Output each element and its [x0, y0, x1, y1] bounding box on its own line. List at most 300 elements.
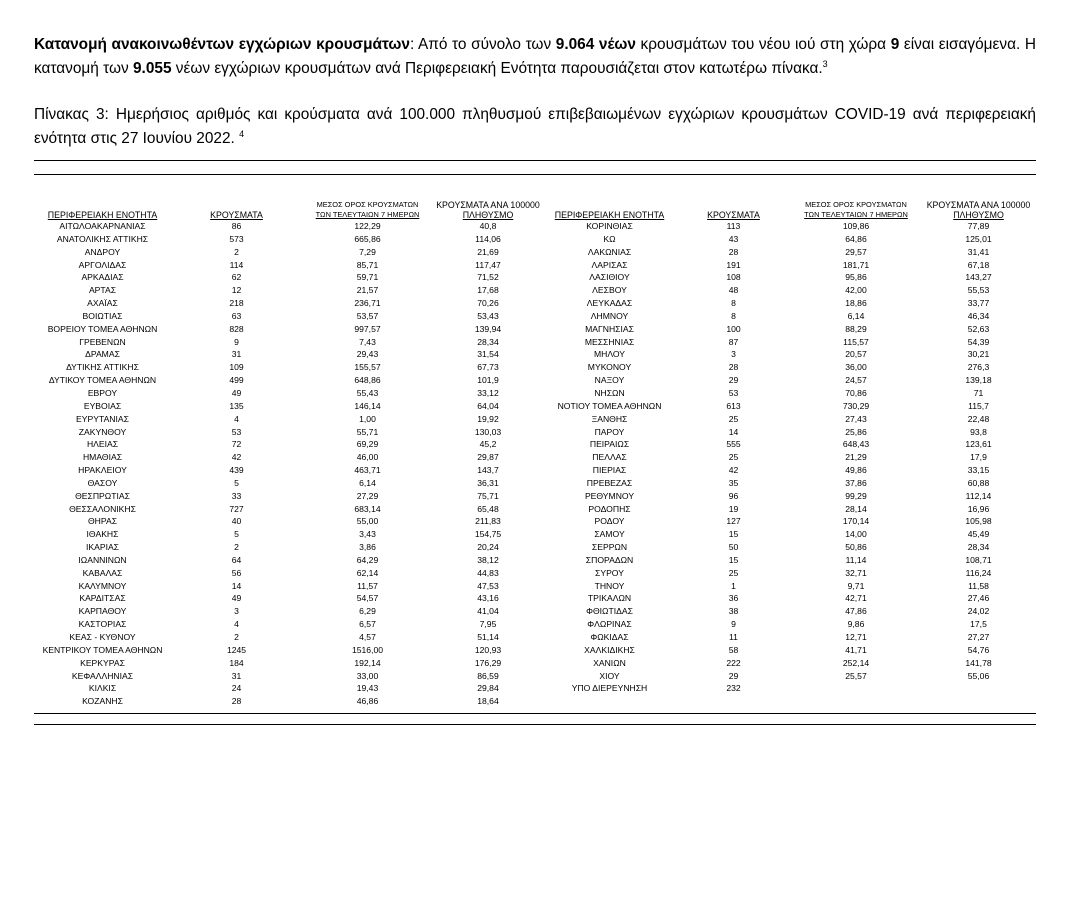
left-per100k-cell: 47,53 — [477, 580, 499, 591]
left-avg7-cell: 6,29 — [359, 606, 376, 617]
left-per100k-cell: 41,04 — [477, 606, 499, 617]
table-row — [34, 374, 1036, 387]
right-name-cell: ΜΗΛΟΥ — [593, 349, 626, 360]
right-cases-cell: 113 — [726, 221, 741, 231]
right-name-cell: ΧΙΟΥ — [599, 670, 620, 681]
header-avg-line2: ΤΩΝ ΤΕΛΕΥΤΑΙΩΝ 7 ΗΜΕΡΩΝ — [315, 210, 420, 219]
left-cases-cell: 4 — [234, 413, 239, 424]
table-row — [34, 644, 1036, 657]
left-avg7-cell: 155,57 — [354, 362, 381, 373]
right-avg7-cell: 24,57 — [845, 375, 867, 386]
left-per100k-cell: 29,87 — [477, 452, 499, 463]
right-per100k-cell: 30,21 — [967, 349, 990, 360]
header-per-line1: ΚΡΟΥΣΜΑΤΑ ΑΝΑ 100000 — [436, 200, 540, 210]
left-name-cell: ΔΥΤΙΚΗΣ ΑΤΤΙΚΗΣ — [66, 362, 139, 373]
table-row — [34, 490, 1036, 503]
right-name-cell: ΠΡΕΒΕΖΑΣ — [586, 477, 633, 488]
right-per100k-cell: 125,01 — [965, 233, 992, 244]
right-name-cell: ΦΘΙΩΤΙΔΑΣ — [586, 606, 633, 617]
right-cases-cell: 48 — [728, 285, 739, 296]
left-avg7-cell: 463,71 — [354, 465, 381, 476]
table-row — [34, 670, 1036, 683]
left-cases-cell: 727 — [229, 503, 244, 514]
left-avg7-cell: 54,57 — [356, 593, 379, 604]
left-name-cell: ΘΗΡΑΣ — [87, 516, 118, 527]
right-per100k-cell: 55,53 — [967, 285, 990, 296]
table-row — [34, 605, 1036, 618]
header-per-line2: ΠΛΗΘΥΣΜΟ — [462, 210, 514, 220]
right-cases-cell: 42 — [728, 465, 739, 476]
right-per100k-cell: 71 — [973, 387, 984, 398]
right-name-cell: ΠΕΙΡΑΙΩΣ — [589, 439, 630, 450]
right-per100k-cell: 105,98 — [965, 516, 992, 527]
table-body — [34, 220, 1036, 708]
right-cases-cell: 19 — [728, 503, 739, 514]
left-cases-cell: 2 — [234, 632, 239, 642]
left-avg7-cell: 64,29 — [356, 554, 379, 565]
intro-text-a: : Από το σύνολο των — [409, 36, 556, 53]
right-cases-cell: 3 — [731, 349, 736, 360]
right-avg7-cell: 42,71 — [845, 593, 867, 604]
left-per100k-cell: 45,2 — [479, 439, 497, 450]
table-bottom-rule-2 — [34, 724, 1036, 725]
right-avg7-cell: 18,86 — [845, 298, 867, 309]
left-name-cell: ΔΥΤΙΚΟΥ ΤΟΜΕΑ ΑΘΗΝΩΝ — [48, 375, 157, 386]
right-per100k-cell: 67,18 — [967, 259, 990, 270]
right-cases-cell: 232 — [726, 683, 741, 694]
left-name-cell: ΚΕΝΤΡΙΚΟΥ ΤΟΜΕΑ ΑΘΗΝΩΝ — [42, 644, 163, 655]
left-per100k-cell: 36,31 — [477, 477, 499, 488]
right-name-cell: ΣΑΜΟΥ — [594, 529, 625, 540]
right-per100k-cell: 16,96 — [967, 503, 990, 514]
left-name-cell: ΚΕΦΑΛΛΗΝΙΑΣ — [71, 670, 134, 681]
right-avg7-cell: 36,00 — [845, 362, 867, 373]
right-name-cell: ΥΠΟ ΔΙΕΡΕΥΝΗΣΗ — [571, 683, 648, 694]
left-avg7-cell: 7,43 — [359, 336, 376, 347]
header-avg-left — [302, 195, 433, 220]
right-per100k-cell: 54,76 — [967, 644, 990, 655]
right-cases-cell: 8 — [731, 298, 736, 309]
left-name-cell: ΑΝΔΡΟΥ — [84, 246, 121, 257]
right-per100k-cell: 27,27 — [967, 632, 990, 642]
right-per100k-cell: 33,77 — [967, 298, 990, 309]
right-name-cell: ΜΥΚΟΝΟΥ — [587, 362, 632, 373]
right-avg7-cell: 181,71 — [842, 259, 870, 270]
left-per100k-cell: 139,94 — [474, 323, 502, 334]
left-per100k-cell: 143,7 — [477, 465, 499, 476]
table-row — [34, 451, 1036, 464]
left-name-cell: ΚΕΡΚΥΡΑΣ — [80, 657, 125, 668]
right-avg7-cell: 47,86 — [845, 606, 867, 617]
left-cases-cell: 49 — [231, 387, 242, 398]
left-cases-cell: 218 — [229, 298, 244, 309]
left-name-cell: ΑΡΚΑΔΙΑΣ — [81, 272, 124, 283]
right-cases-cell: 14 — [728, 426, 739, 437]
left-cases-cell: 64 — [231, 554, 242, 565]
table-row — [34, 503, 1036, 516]
left-per100k-cell: 176,29 — [474, 657, 502, 668]
left-avg7-cell: 1516,00 — [351, 644, 384, 655]
table-row — [34, 631, 1036, 644]
left-name-cell: ΕΥΒΟΙΑΣ — [83, 400, 122, 411]
left-per100k-cell: 67,73 — [477, 362, 499, 373]
right-cases-cell: 36 — [728, 593, 739, 604]
header-avg-line2: ΤΩΝ ΤΕΛΕΥΤΑΙΩΝ 7 ΗΜΕΡΩΝ — [804, 210, 908, 219]
left-avg7-cell: 683,14 — [354, 503, 381, 514]
table-row — [34, 554, 1036, 567]
left-cases-cell: 56 — [231, 567, 242, 578]
header-per-line1: ΚΡΟΥΣΜΑΤΑ ΑΝΑ 100000 — [926, 200, 1031, 210]
left-cases-cell: 40 — [231, 516, 242, 527]
right-per100k-cell — [921, 682, 1036, 695]
left-avg7-cell: 192,14 — [354, 657, 381, 668]
right-cases-cell: 8 — [731, 310, 736, 321]
right-cases-cell: 25 — [728, 567, 739, 578]
table-row — [34, 220, 1036, 233]
left-per100k-cell: 44,83 — [477, 567, 499, 578]
left-cases-cell: 3 — [234, 606, 239, 617]
left-per100k-cell: 154,75 — [474, 529, 502, 540]
left-avg7-cell: 29,43 — [356, 349, 379, 360]
right-avg7-cell: 648,43 — [842, 439, 870, 450]
left-avg7-cell: 146,14 — [354, 400, 381, 411]
left-cases-cell: 62 — [231, 272, 242, 283]
right-name-cell: ΛΑΣΙΘΙΟΥ — [589, 272, 630, 283]
right-per100k-cell: 22,48 — [967, 413, 990, 424]
regional-cases-table — [34, 195, 1036, 708]
left-avg7-cell: 55,43 — [356, 387, 379, 398]
left-name-cell: ΚΑΛΥΜΝΟΥ — [78, 580, 127, 591]
left-name-cell: ΙΘΑΚΗΣ — [86, 529, 119, 540]
right-cases-cell: 53 — [728, 387, 739, 398]
caption-footnote: 4 — [239, 129, 245, 139]
right-avg7-cell: 27,43 — [845, 413, 867, 424]
left-per100k-cell: 43,16 — [477, 593, 499, 604]
left-avg7-cell: 62,14 — [356, 567, 379, 578]
right-per100k-cell: 55,06 — [967, 670, 990, 681]
right-name-cell: ΛΕΣΒΟΥ — [592, 285, 627, 296]
header-avg-line1: ΜΕΣΟΣ ΟΡΟΣ ΚΡΟΥΣΜΑΤΩΝ — [316, 200, 419, 209]
right-cases-cell: 50 — [728, 542, 739, 553]
right-per100k-cell: 143,27 — [965, 272, 992, 283]
right-name-cell — [543, 695, 676, 708]
left-per100k-cell: 101,9 — [477, 375, 499, 386]
right-per100k-cell: 28,34 — [967, 542, 990, 553]
right-avg7-cell — [791, 682, 921, 695]
left-cases-cell: 33 — [231, 490, 242, 501]
left-avg7-cell: 11,57 — [357, 580, 378, 591]
left-per100k-cell: 29,84 — [477, 683, 499, 694]
right-per100k-cell: 141,78 — [965, 657, 992, 668]
right-per100k-cell: 27,46 — [967, 593, 990, 604]
left-per100k-cell: 71,52 — [477, 272, 499, 283]
table-row — [34, 323, 1036, 336]
right-cases-cell: 28 — [728, 362, 739, 373]
table-row — [34, 657, 1036, 670]
right-avg7-cell: 252,14 — [842, 657, 870, 668]
left-per100k-cell: 38,12 — [477, 554, 499, 565]
right-name-cell: ΦΩΚΙΔΑΣ — [590, 632, 629, 642]
table-row — [34, 336, 1036, 349]
right-per100k-cell: 112,14 — [965, 490, 992, 501]
right-name-cell: ΠΕΛΛΑΣ — [592, 452, 627, 463]
left-avg7-cell: 59,71 — [356, 272, 379, 283]
right-name-cell: ΧΑΛΚΙΔΙΚΗΣ — [584, 644, 635, 655]
right-avg7-cell: 50,86 — [845, 542, 867, 553]
right-name-cell: ΚΟΡΙΝΘΙΑΣ — [586, 221, 633, 231]
left-cases-cell: 31 — [231, 670, 242, 681]
left-avg7-cell: 4,57 — [359, 632, 376, 642]
left-cases-cell: 49 — [231, 593, 242, 604]
right-per100k-cell: 17,9 — [970, 452, 987, 463]
left-avg7-cell: 6,14 — [359, 477, 376, 488]
right-cases-cell: 28 — [728, 246, 739, 257]
right-cases-cell: 15 — [728, 529, 739, 540]
left-per100k-cell: 40,8 — [479, 221, 497, 231]
right-avg7-cell: 28,14 — [845, 503, 867, 514]
right-avg7-cell: 6,14 — [847, 310, 865, 321]
table-bottom-rule — [34, 713, 1036, 714]
left-per100k-cell: 17,68 — [477, 285, 499, 296]
left-avg7-cell: 27,29 — [356, 490, 379, 501]
right-cases-cell: 191 — [726, 259, 741, 270]
left-cases-cell: 499 — [229, 375, 244, 386]
right-avg7-cell: 37,86 — [845, 477, 867, 488]
right-per100k-cell: 93,8 — [970, 426, 987, 437]
right-avg7-cell: 29,57 — [845, 246, 867, 257]
left-cases-cell: 573 — [229, 233, 244, 244]
left-cases-cell: 828 — [229, 323, 244, 334]
left-cases-cell: 63 — [231, 310, 242, 321]
right-per100k-cell: 31,41 — [967, 246, 990, 257]
header-per-line2: ΠΛΗΘΥΣΜΟ — [953, 210, 1004, 220]
right-name-cell: ΜΑΓΝΗΣΙΑΣ — [585, 323, 634, 334]
right-per100k-cell: 54,39 — [967, 336, 990, 347]
left-avg7-cell: 3,86 — [359, 542, 376, 553]
right-avg7-cell: 64,86 — [845, 233, 867, 244]
table-row — [34, 515, 1036, 528]
table-row — [34, 528, 1036, 541]
left-cases-cell: 135 — [229, 400, 244, 411]
right-cases-cell: 29 — [728, 670, 739, 681]
right-cases-cell: 43 — [728, 233, 739, 244]
left-name-cell: ΚΕΑΣ - ΚΥΘΝΟΥ — [69, 632, 136, 642]
right-name-cell: ΤΗΝΟΥ — [594, 580, 625, 591]
left-avg7-cell: 21,57 — [356, 285, 379, 296]
caption-text: Πίνακας 3: Ημερήσιος αριθμός και κρούσματα ανά 100.000 πληθυσμού επιβεβαιωμένων εγχώριων κρουσμάτων COVID-19 ανά περιφερειακή ενότητα στις 27 Ιουνίου 2022. — [34, 106, 1036, 147]
left-per100k-cell: 33,12 — [477, 387, 499, 398]
right-avg7-cell: 170,14 — [842, 516, 870, 527]
left-avg7-cell: 6,57 — [359, 619, 376, 630]
left-name-cell: ΑΧΑΪΑΣ — [87, 298, 118, 309]
table-row — [34, 464, 1036, 477]
left-avg7-cell: 33,00 — [356, 670, 379, 681]
header-cases-left: ΚΡΟΥΣΜΑΤΑ — [210, 210, 263, 220]
left-avg7-cell: 55,00 — [356, 516, 379, 527]
right-per100k-cell: 123,61 — [965, 439, 992, 450]
intro-paragraph — [34, 33, 1036, 81]
left-name-cell: ΓΡΕΒΕΝΩΝ — [79, 336, 126, 347]
right-avg7-cell: 49,86 — [845, 465, 867, 476]
left-name-cell: ΘΕΣΠΡΩΤΙΑΣ — [75, 490, 130, 501]
left-cases-cell: 109 — [229, 362, 244, 373]
header-per100k-left — [433, 195, 543, 220]
table-row — [34, 259, 1036, 272]
table-row — [34, 348, 1036, 361]
intro-domestic: 9.055 — [132, 60, 172, 77]
left-cases-cell: 184 — [229, 657, 244, 668]
table-row — [34, 477, 1036, 490]
right-name-cell: ΦΛΩΡΙΝΑΣ — [587, 619, 632, 630]
intro-imported: 9 — [890, 36, 900, 53]
left-avg7-cell: 55,71 — [356, 426, 379, 437]
left-name-cell: ΑΝΑΤΟΛΙΚΗΣ ΑΤΤΙΚΗΣ — [56, 233, 149, 244]
intro-footnote: 3 — [822, 59, 828, 69]
header-region-right: ΠΕΡΙΦΕΡΕΙΑΚΗ ΕΝΟΤΗΤΑ — [554, 210, 665, 220]
left-cases-cell: 42 — [231, 452, 242, 463]
right-cases-cell: 555 — [726, 439, 741, 450]
left-cases-cell: 12 — [231, 285, 242, 296]
table-row — [34, 361, 1036, 374]
left-per100k-cell: 19,92 — [477, 413, 499, 424]
left-name-cell: ΚΟΖΑΝΗΣ — [82, 696, 123, 707]
table-row — [34, 618, 1036, 631]
left-per100k-cell: 117,47 — [475, 259, 501, 270]
table-row — [34, 400, 1036, 413]
right-cases-cell: 35 — [728, 477, 739, 488]
right-per100k-cell: 77,89 — [967, 221, 990, 231]
right-per100k-cell: 45,49 — [967, 529, 990, 540]
right-name-cell: ΠΙΕΡΙΑΣ — [592, 465, 627, 476]
left-cases-cell: 9 — [234, 336, 239, 347]
left-name-cell: ΚΑΡΔΙΤΣΑΣ — [79, 593, 126, 604]
right-name-cell: ΛΑΚΩΝΙΑΣ — [587, 246, 632, 257]
right-name-cell: ΣΥΡΟΥ — [595, 567, 624, 578]
left-avg7-cell: 3,43 — [359, 529, 376, 540]
left-name-cell: ΚΙΛΚΙΣ — [88, 683, 117, 694]
left-name-cell: ΚΑΡΠΑΘΟΥ — [78, 606, 127, 617]
right-avg7-cell: 88,29 — [845, 323, 867, 334]
right-name-cell: ΝΟΤΙΟΥ ΤΟΜΕΑ ΑΘΗΝΩΝ — [557, 400, 662, 411]
left-per100k-cell: 20,24 — [477, 542, 499, 553]
left-avg7-cell: 665,86 — [354, 233, 381, 244]
left-name-cell: ΚΑΒΑΛΑΣ — [82, 567, 123, 578]
left-avg7-cell: 648,86 — [354, 375, 381, 386]
left-cases-cell: 2 — [234, 246, 239, 257]
left-cases-cell: 86 — [231, 221, 242, 231]
right-cases-cell: 87 — [728, 336, 739, 347]
left-cases-cell: 28 — [231, 696, 242, 707]
right-name-cell: ΡΟΔΟΠΗΣ — [588, 503, 631, 514]
left-name-cell: ΚΑΣΤΟΡΙΑΣ — [78, 619, 127, 630]
header-avg-line1: ΜΕΣΟΣ ΟΡΟΣ ΚΡΟΥΣΜΑΤΩΝ — [805, 200, 907, 209]
right-per100k-cell — [921, 695, 1036, 708]
right-avg7-cell: 9,86 — [847, 619, 865, 630]
table-row — [34, 284, 1036, 297]
table-row — [34, 233, 1036, 246]
intro-text-b: κρουσμάτων του νέου ιού στη χώρα — [635, 36, 891, 53]
right-avg7-cell: 730,29 — [842, 400, 870, 411]
right-cases-cell: 1 — [731, 580, 736, 591]
table-top-rule-2 — [34, 174, 1036, 175]
right-cases-cell: 58 — [728, 644, 739, 655]
left-per100k-cell: 130,03 — [474, 426, 502, 437]
right-per100k-cell: 60,88 — [967, 477, 990, 488]
table-row — [34, 682, 1036, 695]
left-name-cell: ΙΩΑΝΝΙΝΩΝ — [78, 554, 127, 565]
left-cases-cell: 5 — [234, 477, 239, 488]
right-per100k-cell: 276,3 — [967, 362, 990, 373]
right-cases-cell: 127 — [726, 516, 741, 527]
right-cases-cell: 613 — [726, 400, 741, 411]
table-row — [34, 580, 1036, 593]
left-avg7-cell: 85,71 — [356, 259, 379, 270]
right-cases-cell: 25 — [728, 452, 739, 463]
right-per100k-cell: 24,02 — [967, 606, 990, 617]
left-cases-cell: 24 — [231, 683, 242, 694]
right-avg7-cell: 25,57 — [845, 670, 867, 681]
right-name-cell: ΛΕΥΚΑΔΑΣ — [586, 298, 633, 309]
left-per100k-cell: 70,26 — [477, 298, 499, 309]
left-name-cell: ΑΡΓΟΛΙΔΑΣ — [78, 259, 127, 270]
table-header-row — [34, 195, 1036, 220]
left-cases-cell: 2 — [234, 542, 239, 553]
table-row — [34, 426, 1036, 439]
right-name-cell: ΝΑΞΟΥ — [594, 375, 625, 386]
right-avg7-cell: 42,00 — [845, 285, 867, 296]
right-avg7-cell: 32,71 — [845, 567, 867, 578]
table-row — [34, 413, 1036, 426]
left-name-cell: ΒΟΙΩΤΙΑΣ — [82, 310, 123, 321]
right-cases-cell: 96 — [728, 490, 739, 501]
left-cases-cell: 53 — [231, 426, 242, 437]
left-cases-cell: 4 — [234, 619, 239, 630]
right-avg7-cell: 109,86 — [842, 221, 870, 231]
intro-text-c: είναι εισαγόμενα. Η κατανομή των — [34, 36, 1036, 77]
right-per100k-cell: 139,18 — [965, 375, 992, 386]
right-avg7-cell — [791, 695, 921, 708]
right-cases-cell: 15 — [728, 554, 739, 565]
right-per100k-cell: 108,71 — [965, 554, 992, 565]
right-avg7-cell: 99,29 — [845, 490, 867, 501]
table-caption — [34, 103, 1036, 151]
left-name-cell: ΗΡΑΚΛΕΙΟΥ — [78, 465, 127, 476]
intro-bold-label: Κατανομή ανακοινωθέντων εγχώριων κρουσμάτων — [34, 36, 410, 53]
right-name-cell: ΣΠΟΡΑΔΩΝ — [585, 554, 634, 565]
left-per100k-cell: 28,34 — [477, 336, 499, 347]
left-name-cell: ΔΡΑΜΑΣ — [85, 349, 120, 360]
left-avg7-cell: 69,29 — [356, 439, 379, 450]
right-per100k-cell: 115,7 — [968, 400, 989, 411]
right-per100k-cell: 33,15 — [967, 465, 990, 476]
right-name-cell: ΛΗΜΝΟΥ — [590, 310, 629, 321]
left-per100k-cell: 31,54 — [477, 349, 499, 360]
right-name-cell: ΝΗΣΩΝ — [594, 387, 625, 398]
left-name-cell: ΗΜΑΘΙΑΣ — [82, 452, 123, 463]
left-per100k-cell: 75,71 — [477, 490, 499, 501]
left-cases-cell: 31 — [231, 349, 242, 360]
right-cases-cell: 108 — [726, 272, 741, 283]
right-avg7-cell: 25,86 — [845, 426, 867, 437]
left-per100k-cell: 53,43 — [477, 310, 499, 321]
intro-text-d: νέων εγχώριων κρουσμάτων ανά Περιφερειακή Ενότητα παρουσιάζεται στον κατωτέρω πίνακα. — [171, 60, 823, 77]
left-name-cell: ΑΙΤΩΛΟΑΚΑΡΝΑΝΙΑΣ — [59, 221, 146, 231]
left-avg7-cell: 997,57 — [354, 323, 381, 334]
left-avg7-cell: 46,00 — [356, 452, 379, 463]
left-avg7-cell: 19,43 — [356, 683, 379, 694]
table-row — [34, 271, 1036, 284]
table-row — [34, 310, 1036, 323]
